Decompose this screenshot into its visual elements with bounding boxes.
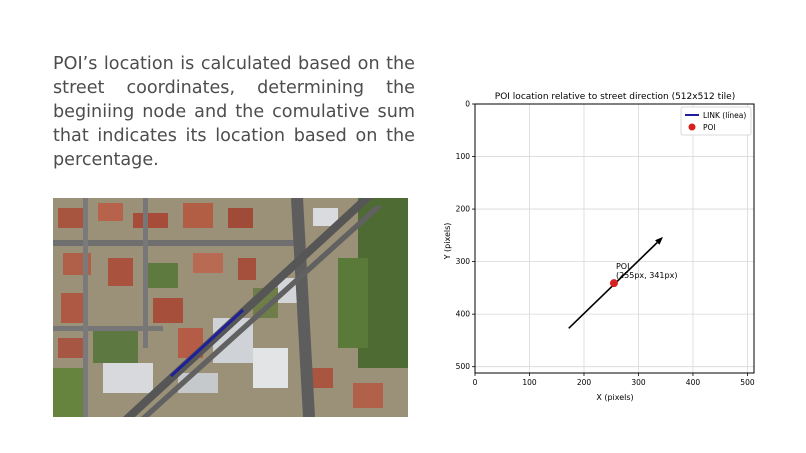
y-tick-labels	[456, 100, 475, 372]
description-text: POI’s location is calculated based on the street coordinates, determining the beginiing node and the comulative sum that indicates its location based on the percentage.	[53, 54, 415, 170]
x-tick-labels	[473, 373, 755, 387]
y-tick-label: 200	[455, 204, 470, 214]
x-tick-label: 500	[740, 378, 755, 387]
poi-marker	[610, 279, 618, 287]
y-tick-label: 500	[455, 362, 470, 372]
poi-chart	[440, 86, 770, 416]
chart-title: POI location relative to street direction (512x512 tile)	[494, 92, 736, 102]
poi-label-line: POI	[615, 262, 630, 272]
y-tick-label: 100	[455, 152, 470, 162]
y-tick-label: 400	[455, 309, 470, 319]
legend-poi-swatch	[689, 124, 696, 131]
plot-frame	[475, 104, 754, 373]
x-tick-label: 200	[576, 378, 592, 387]
legend	[681, 107, 751, 135]
aerial-street-image	[53, 198, 408, 417]
legend-poi-label: POI	[703, 123, 716, 132]
x-tick-label: 0	[472, 378, 478, 387]
aerial-image-graphic	[53, 198, 408, 417]
poi-label-line: (255px, 341px)	[615, 271, 678, 281]
x-axis-label: X (pixels)	[596, 393, 634, 402]
y-tick-label: 0	[465, 99, 470, 109]
x-tick-label: 300	[631, 378, 646, 387]
x-tick-label: 100	[522, 378, 537, 387]
grid-lines	[475, 104, 754, 373]
y-axis-label: Y (pixels)	[443, 222, 452, 260]
x-tick-label: 400	[685, 378, 701, 387]
y-tick-label: 300	[455, 257, 470, 267]
legend-link-label: LINK (línea)	[703, 111, 747, 120]
poi-label	[616, 262, 678, 280]
